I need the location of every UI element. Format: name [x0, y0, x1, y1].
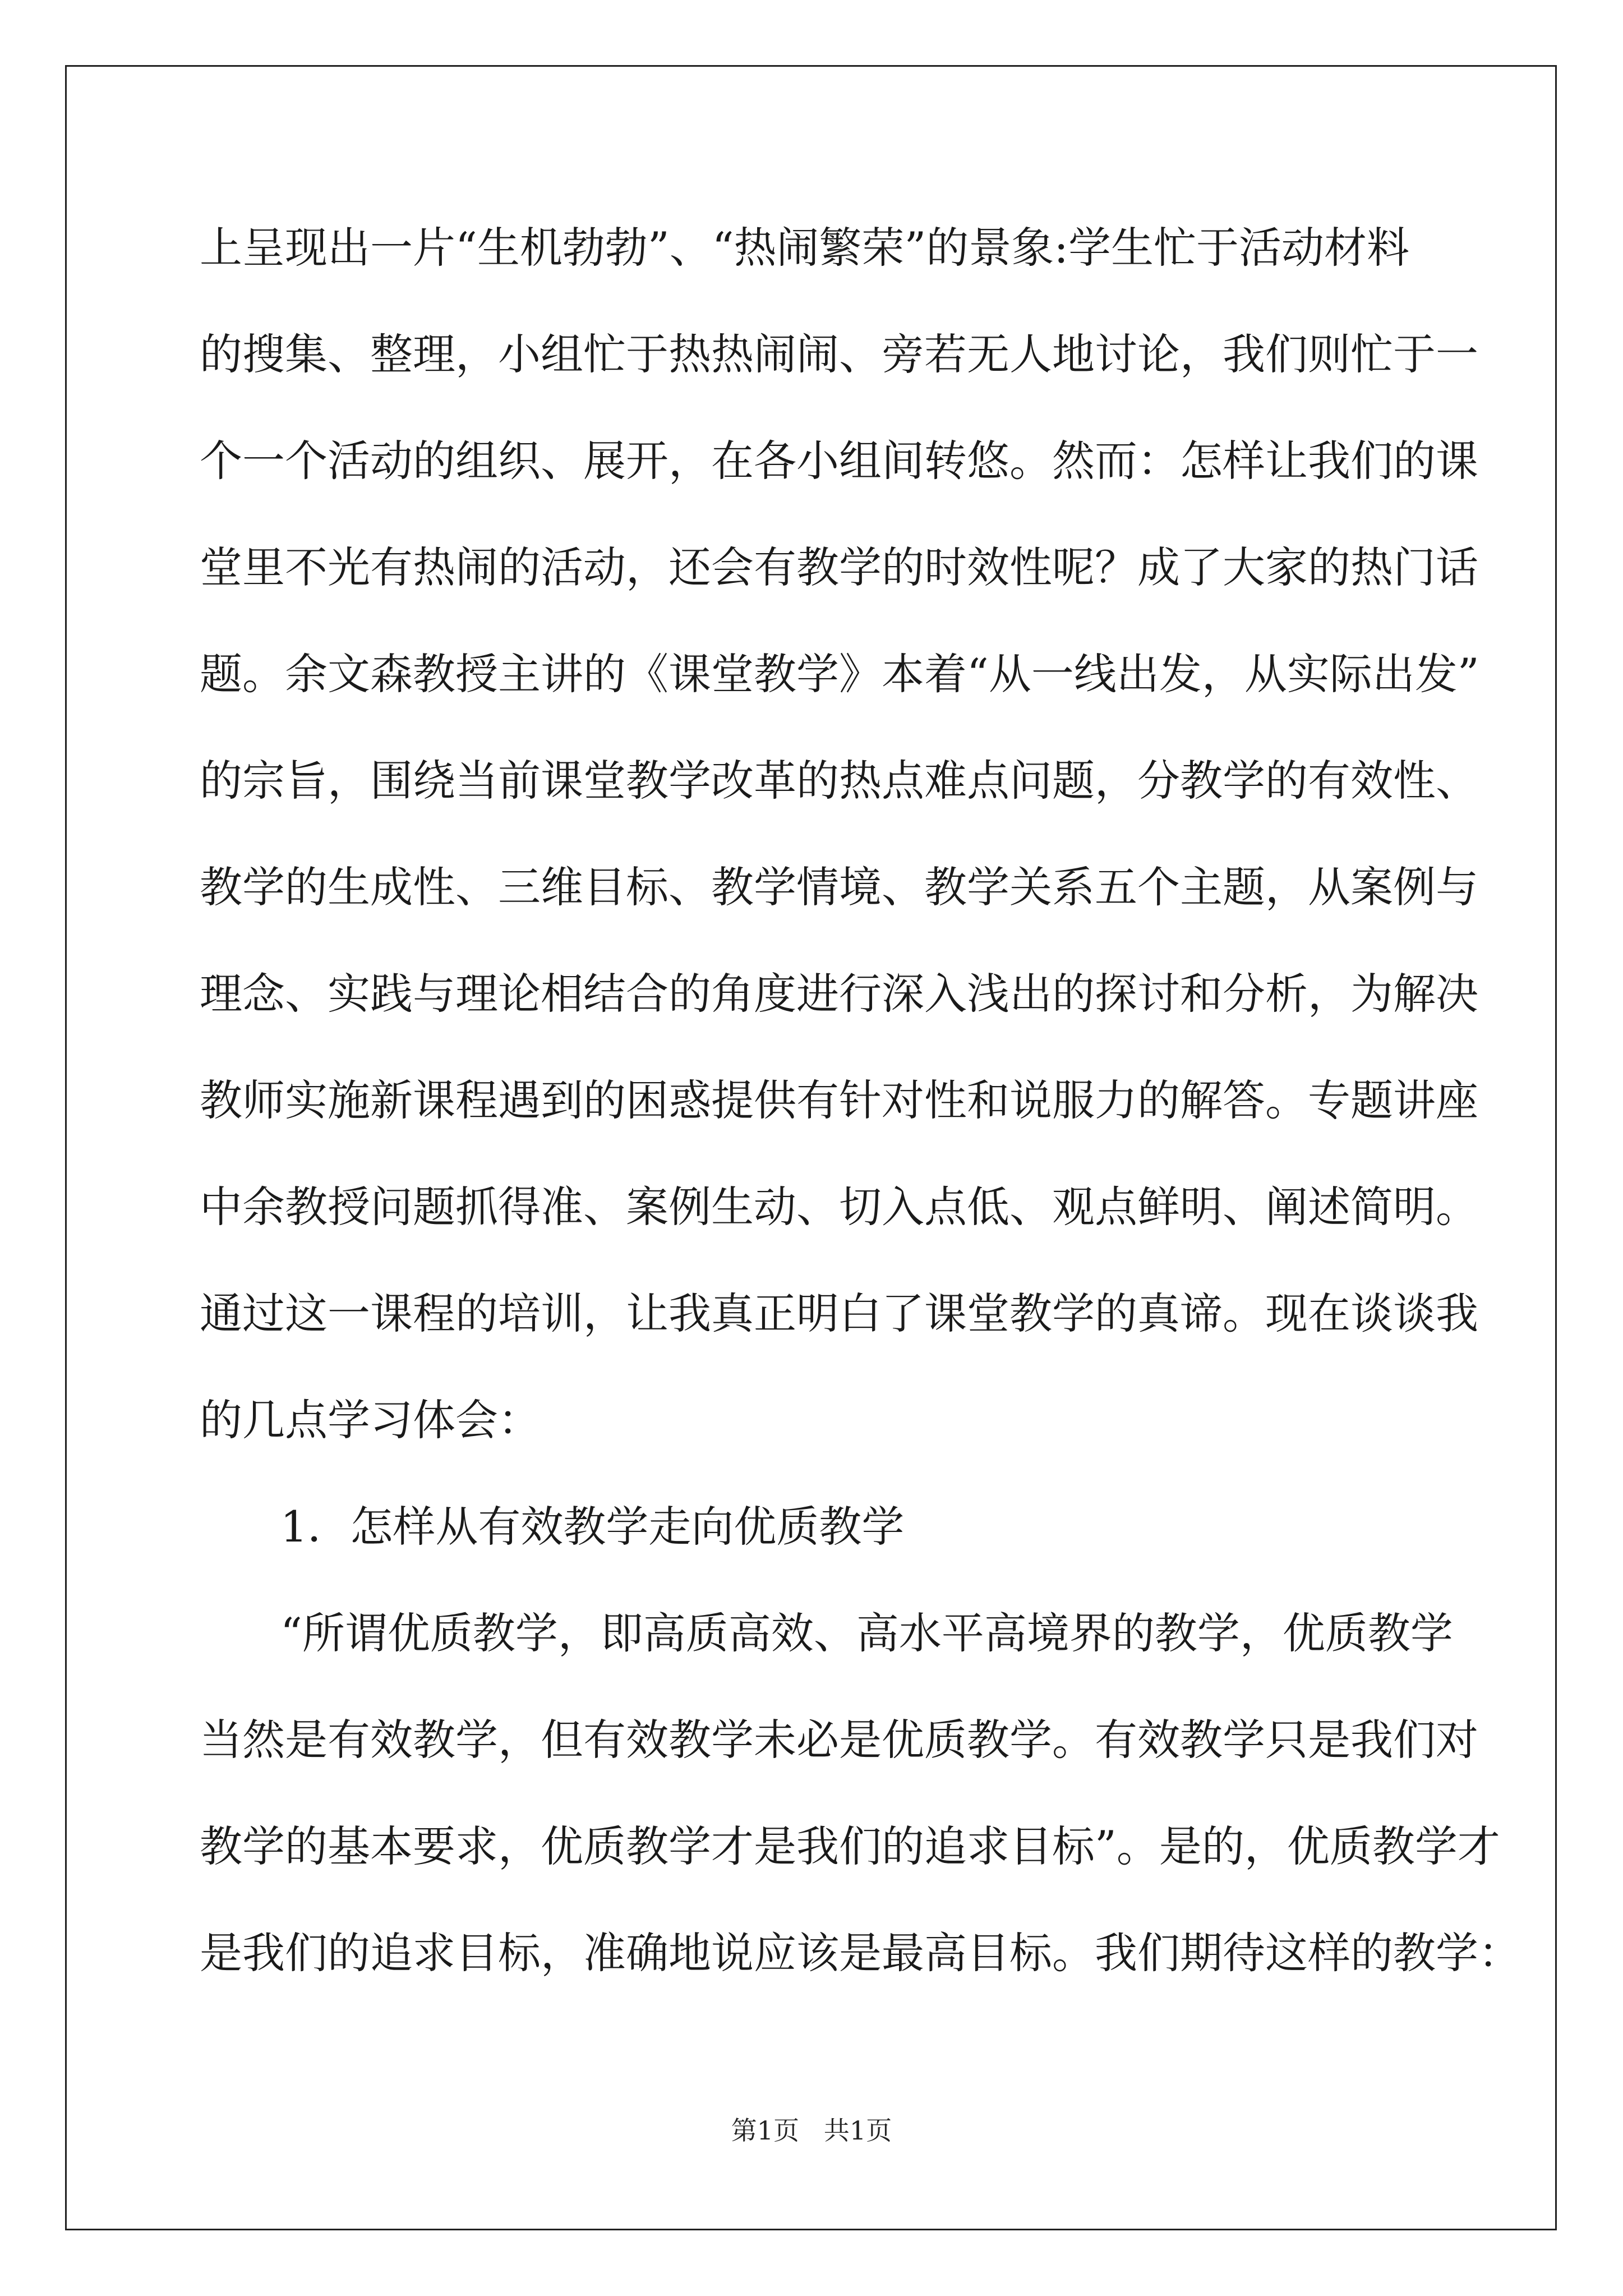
body-text-line: 是我们的追求目标，准确地说应该是最高目标。我们期待这样的教学：: [200, 1928, 1521, 1978]
body-text-line: 中余教授问题抓得准、案例生动、切入点低、观点鲜明、阐述简明。: [200, 1182, 1478, 1232]
body-text-line: 堂里不光有热闹的活动，还会有教学的时效性呢？成了大家的热门话: [200, 542, 1478, 592]
body-text-line: 的几点学习体会：: [200, 1395, 541, 1445]
section-heading: 1．怎样从有效教学走向优质教学: [280, 1502, 905, 1552]
body-text-line: 教学的基本要求，优质教学才是我们的追求目标”。是的，优质教学才: [200, 1821, 1500, 1871]
body-text-line: 题。余文森教授主讲的《课堂教学》本着“从一线出发，从实际出发”: [200, 649, 1479, 699]
body-text-line: 上呈现出一片“生机勃勃”、“热闹繁荣”的景象:学生忙于活动材料: [200, 223, 1410, 273]
body-text-line: 理念、实践与理论相结合的角度进行深入浅出的探讨和分析，为解决: [200, 969, 1478, 1019]
body-text-line: 教师实施新课程遇到的困惑提供有针对性和说服力的解答。专题讲座: [200, 1075, 1478, 1125]
body-text-line: 个一个活动的组织、展开，在各小组间转悠。然而：怎样让我们的课: [200, 436, 1478, 486]
body-text-line: 的搜集、整理，小组忙于热热闹闹、旁若无人地讨论，我们则忙于一: [200, 329, 1478, 379]
page-border: [65, 65, 1557, 2230]
body-text-line: 教学的生成性、三维目标、教学情境、教学关系五个主题，从案例与: [200, 862, 1478, 912]
body-text-line: 通过这一课程的培训，让我真正明白了课堂教学的真谛。现在谈谈我: [200, 1289, 1478, 1338]
paragraph-first-line: “所谓优质教学，即高质高效、高水平高境界的教学，优质教学: [280, 1608, 1453, 1658]
page-footer: 第1页 共1页: [731, 2115, 892, 2146]
body-text-line: 的宗旨，围绕当前课堂教学改革的热点难点问题，分教学的有效性、: [200, 756, 1478, 806]
body-text-line: 当然是有效教学，但有效教学未必是优质教学。有效教学只是我们对: [200, 1715, 1478, 1765]
